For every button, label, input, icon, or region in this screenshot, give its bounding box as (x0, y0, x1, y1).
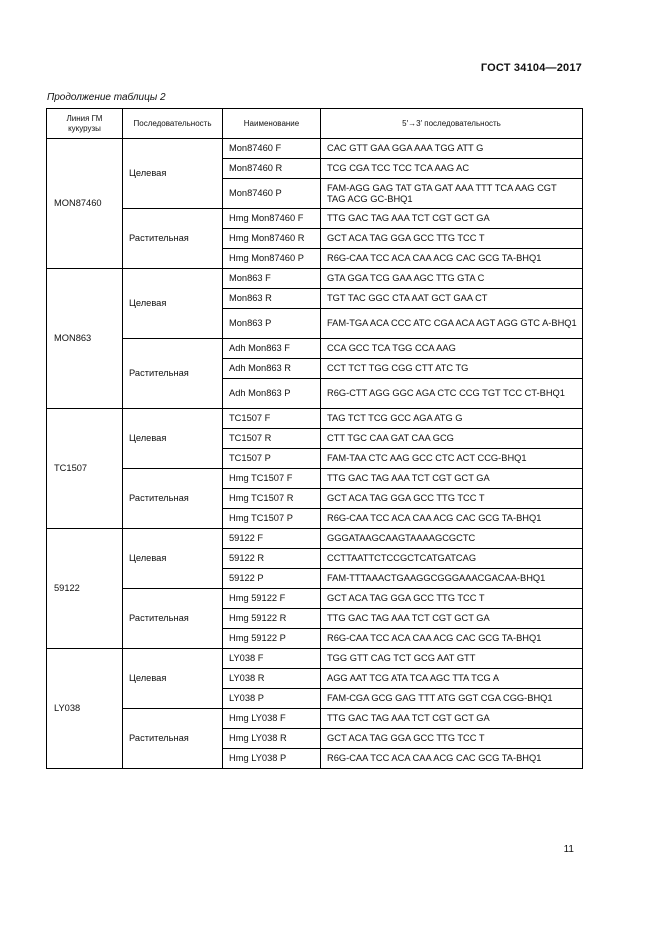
page-number: 11 (563, 844, 574, 855)
oligo-sequence-cell: CAC GTT GAA GGA AAA TGG ATT G (321, 139, 583, 159)
primer-name-cell: Mon863 P (223, 309, 321, 339)
table-row (47, 409, 583, 429)
oligo-sequence-cell: TGT TAC GGC CTA AAT GCT GAA CT (321, 289, 583, 309)
primer-name-cell: Hmg Mon87460 F (223, 209, 321, 229)
oligo-sequence-cell: CTT TGC CAA GAT CAA GCG (321, 429, 583, 449)
table-row (47, 529, 583, 549)
line-cell: MON87460 (47, 139, 123, 269)
oligo-sequence-cell: AGG AAT TCG ATA TCA AGC TTA TCG A (321, 669, 583, 689)
primer-name-cell: Hmg Mon87460 P (223, 249, 321, 269)
table-row (47, 469, 583, 489)
primer-name-cell: Mon87460 P (223, 179, 321, 209)
sequence-type-cell: Растительная (123, 589, 223, 649)
table-row (47, 339, 583, 359)
oligo-sequence-cell: TCG CGA TCC TCC TCA AAG AC (321, 159, 583, 179)
oligo-sequence-cell: FAM-TAA CTC AAG GCC CTC ACT CCG-BHQ1 (321, 449, 583, 469)
oligo-sequence-cell: TTG GAC TAG AAA TCT CGT GCT GA (321, 469, 583, 489)
primer-name-cell: TC1507 F (223, 409, 321, 429)
oligo-sequence-cell: R6G-CAA TCC ACA CAA ACG CAC GCG TA-BHQ1 (321, 749, 583, 769)
table-body (47, 139, 583, 769)
primer-name-cell: Hmg 59122 R (223, 609, 321, 629)
primer-name-cell: Adh Mon863 F (223, 339, 321, 359)
oligo-sequence-cell: GGGATAAGCAAGTAAAAGCGCTC (321, 529, 583, 549)
oligo-sequence-cell: TTG GAC TAG AAA TCT CGT GCT GA (321, 709, 583, 729)
oligo-sequence-cell: R6G-CTT AGG GGC AGA CTC CCG TGT TCC CT-BHQ1 (321, 379, 583, 409)
table-row (47, 139, 583, 159)
primer-name-cell: Hmg TC1507 R (223, 489, 321, 509)
primer-name-cell: Hmg Mon87460 R (223, 229, 321, 249)
sequence-type-cell: Целевая (123, 269, 223, 339)
line-cell: MON863 (47, 269, 123, 409)
oligo-sequence-cell: GCT ACA TAG GGA GCC TTG TCC T (321, 229, 583, 249)
primer-name-cell: 59122 F (223, 529, 321, 549)
line-cell: TC1507 (47, 409, 123, 529)
primer-name-cell: Hmg LY038 F (223, 709, 321, 729)
primer-name-cell: Adh Mon863 R (223, 359, 321, 379)
table-row (47, 649, 583, 669)
oligo-sequence-cell: CCA GCC TCA TGG CCA AAG (321, 339, 583, 359)
oligo-sequence-cell: R6G-CAA TCC ACA CAA ACG CAC GCG TA-BHQ1 (321, 629, 583, 649)
primer-name-cell: TC1507 R (223, 429, 321, 449)
sequence-type-cell: Растительная (123, 339, 223, 409)
oligo-sequence-cell: FAM-TGA ACA CCC ATC CGA ACA AGT AGG GTC A-BHQ1 (321, 309, 583, 339)
sequence-type-cell: Целевая (123, 139, 223, 209)
sequence-type-cell: Целевая (123, 529, 223, 589)
sequence-type-cell: Целевая (123, 649, 223, 709)
table-row (47, 269, 583, 289)
primer-name-cell: Mon863 R (223, 289, 321, 309)
primer-name-cell: 59122 R (223, 549, 321, 569)
oligo-sequence-cell: FAM-AGG GAG TAT GTA GAT AAA TTT TCA AAG CGT TAG ACG GC-BHQ1 (321, 179, 583, 209)
oligo-sequence-cell: CCT TCT TGG CGG CTT ATC TG (321, 359, 583, 379)
line-cell: 59122 (47, 529, 123, 649)
primer-name-cell: 59122 P (223, 569, 321, 589)
table-row (47, 709, 583, 729)
oligo-sequence-cell: R6G-CAA TCC ACA CAA ACG CAC GCG TA-BHQ1 (321, 249, 583, 269)
primer-name-cell: Mon87460 F (223, 139, 321, 159)
line-cell: LY038 (47, 649, 123, 769)
primer-name-cell: Hmg TC1507 P (223, 509, 321, 529)
primer-name-cell: Adh Mon863 P (223, 379, 321, 409)
primer-name-cell: Hmg LY038 R (223, 729, 321, 749)
primer-name-cell: Hmg 59122 P (223, 629, 321, 649)
oligo-sequence-cell: GCT ACA TAG GGA GCC TTG TCC T (321, 589, 583, 609)
oligo-sequence-cell: R6G-CAA TCC ACA CAA ACG CAC GCG TA-BHQ1 (321, 509, 583, 529)
sequence-type-cell: Растительная (123, 209, 223, 269)
primer-name-cell: LY038 F (223, 649, 321, 669)
table-header-row (47, 109, 583, 139)
sequence-type-cell: Растительная (123, 709, 223, 769)
oligo-sequence-cell: GCT ACA TAG GGA GCC TTG TCC T (321, 489, 583, 509)
header-name: Наименование (223, 109, 321, 139)
header-line: Линия ГМ кукурузы (47, 109, 123, 139)
primer-name-cell: LY038 P (223, 689, 321, 709)
table-row (47, 589, 583, 609)
header-sequence: Последовательность (123, 109, 223, 139)
table-row (47, 209, 583, 229)
primer-table (46, 108, 583, 769)
standard-number: ГОСТ 34104—2017 (480, 62, 582, 74)
primer-name-cell: Mon87460 R (223, 159, 321, 179)
oligo-sequence-cell: TTG GAC TAG AAA TCT CGT GCT GA (321, 609, 583, 629)
primer-name-cell: Hmg 59122 F (223, 589, 321, 609)
primer-name-cell: LY038 R (223, 669, 321, 689)
oligo-sequence-cell: FAM-TTTAAACTGAAGGCGGGAAACGACAA-BHQ1 (321, 569, 583, 589)
sequence-type-cell: Целевая (123, 409, 223, 469)
oligo-sequence-cell: GTA GGA TCG GAA AGC TTG GTA C (321, 269, 583, 289)
sequence-type-cell: Растительная (123, 469, 223, 529)
table-caption: Продолжение таблицы 2 (47, 92, 166, 103)
header-oligo: 5′→3′ последовательность (321, 109, 583, 139)
primer-name-cell: Mon863 F (223, 269, 321, 289)
oligo-sequence-cell: FAM-CGA GCG GAG TTT ATG GGT CGA CGG-BHQ1 (321, 689, 583, 709)
oligo-sequence-cell: TGG GTT CAG TCT GCG AAT GTT (321, 649, 583, 669)
oligo-sequence-cell: CCTTAATTCTCCGCTCATGATCAG (321, 549, 583, 569)
primer-name-cell: Hmg LY038 P (223, 749, 321, 769)
oligo-sequence-cell: GCT ACA TAG GGA GCC TTG TCC T (321, 729, 583, 749)
oligo-sequence-cell: TAG TCT TCG GCC AGA ATG G (321, 409, 583, 429)
primer-name-cell: Hmg TC1507 F (223, 469, 321, 489)
primer-name-cell: TC1507 P (223, 449, 321, 469)
oligo-sequence-cell: TTG GAC TAG AAA TCT CGT GCT GA (321, 209, 583, 229)
